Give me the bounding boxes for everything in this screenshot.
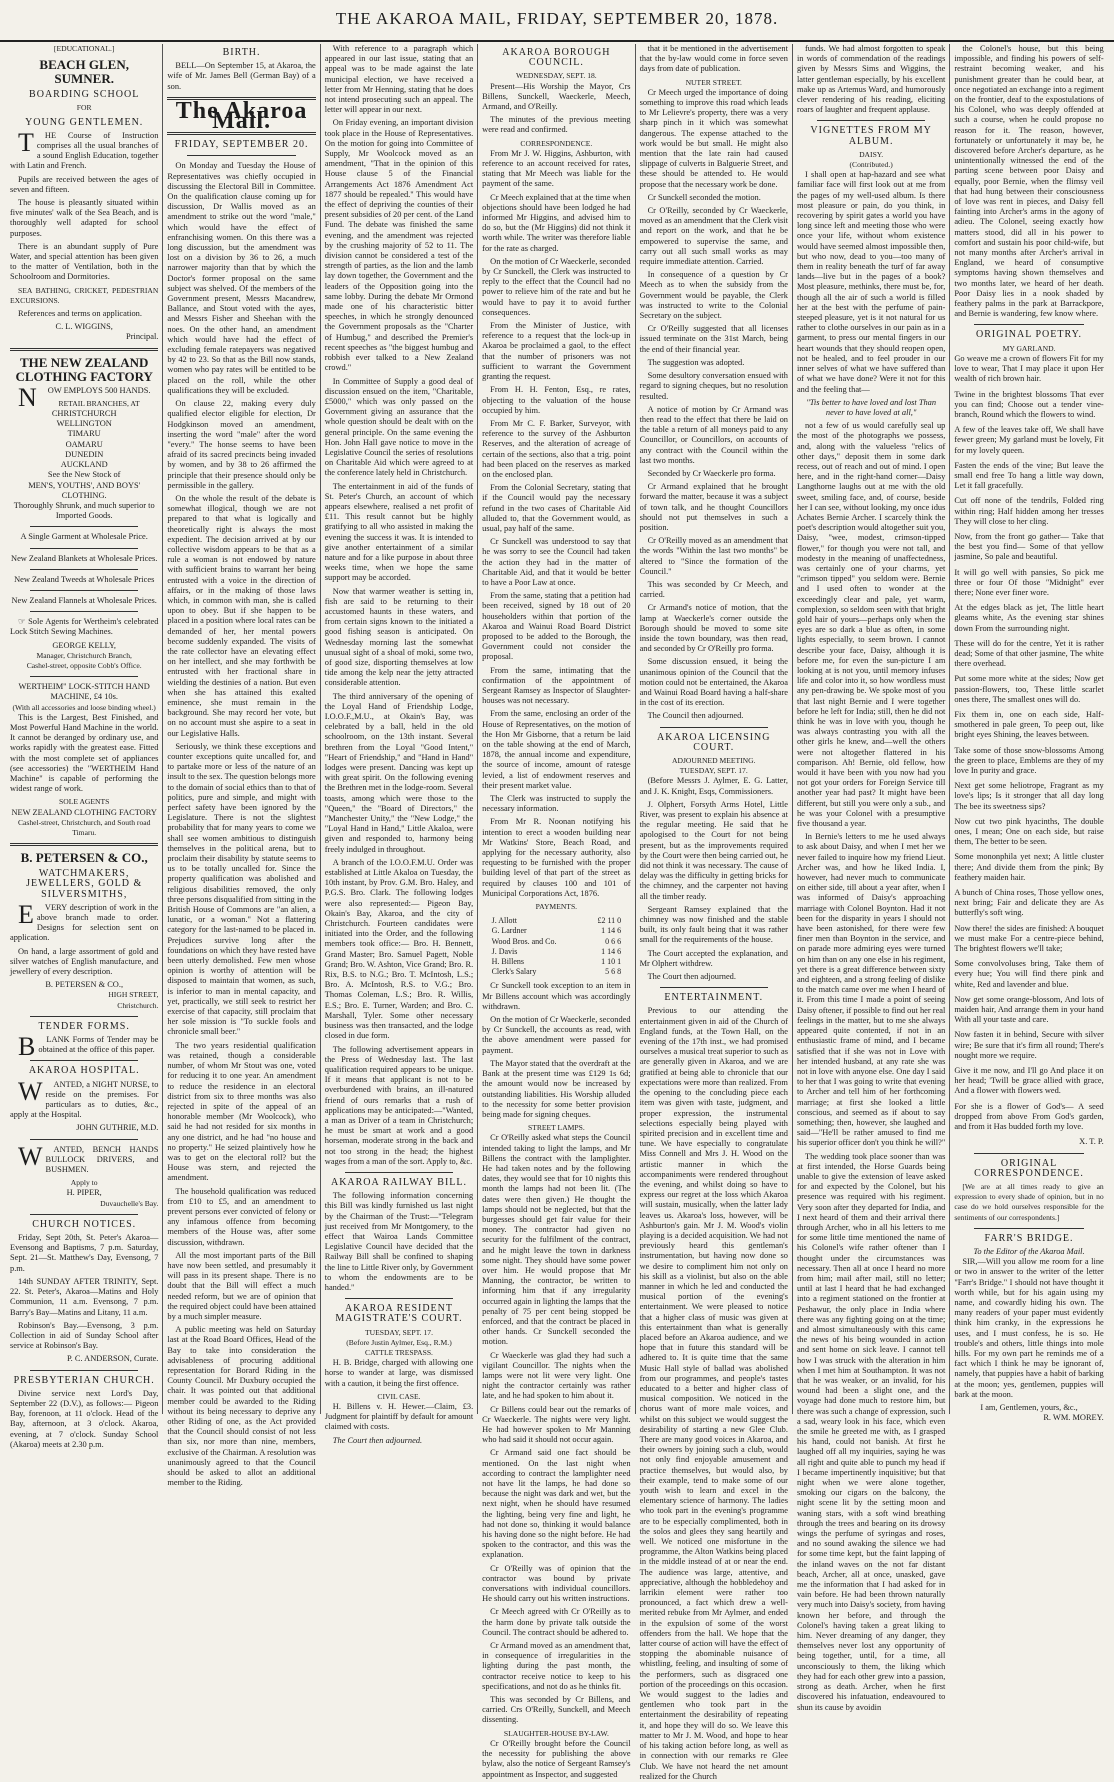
council-para: Cr O'Reilly was of opinion that the contractor was bound by private conversations with individual councillors. He should carry out his written instructions. <box>482 1563 631 1604</box>
school-para: T HE Course of Instruction comprises all the usual branches of a sound English Education, together with Latin and French. <box>10 127 159 171</box>
divider <box>974 1153 1083 1154</box>
editorial-para: On clause 22, making every duly qualified elector eligible for election, Dr Hodgkinson moved an amendment, inserting the word "male" after the word "every." The honse seems to have been afraid of its sacred precincts being invaded by women, and by 38 to 26 affirmed the principle that their presence should only be permissible in the gallery. <box>167 399 316 490</box>
church-title: CHURCH NOTICES. <box>32 1218 137 1230</box>
council-para: Seconded by Cr Waeckerle pro forma. <box>647 468 776 478</box>
divider <box>30 1139 138 1140</box>
court-date: TUESDAY, SEPT. 17. <box>364 1327 433 1337</box>
wertheim-para: This is the Largest, Best Finished, and Most Powerful Hand Machine in the world. It cannot be deranged by ordinary use, and works rapidly with the greatest ease. Fitted with the most complete set of appliances (see accessories) the "WERTHEIM Hand Machine" is capable of performing the widest range of work. <box>10 712 159 794</box>
farrs-sig: R. WM. MOREY. <box>1043 1413 1104 1423</box>
court-para: H. B. Bridge, charged with allowing one horse to wander at large, was dismissed with a caution, it being the first offence. <box>324 1358 474 1388</box>
poem-stanza: Cut off none of the tendrils, Folded ring within ring; Half hidden among her tresses They will close to her cling. <box>954 496 1104 526</box>
nz-town: CHRISTCHURCH <box>51 409 117 419</box>
divider <box>10 348 158 351</box>
nz-blankets: New Zealand Blankets at Wholesale Prices. <box>11 553 158 563</box>
poem-stanza: A bunch of China roses, Those yellow ones, next bring; Fair and delicate they are As butterfly's soft wing. <box>954 888 1104 918</box>
vignette-para: the Colonel's house, but this being impossible, and finding his powers of self-restraint becoming weaker, and his punishment greater than he could bear, at once negotiated an exchange into a regiment on the frontier, deaf to the expostulations of his Colonel, who was deeply offended at such a course, when he could propose no reason for it. The reason, however, fortunately or unfortunately it may be, he discovered before Archer's departure, as he unintentionally witnessed the end of the parting scene between poor Daisy and equally, poor Bernie, when the flimsy veil that had hung between their consciousness of love was rent in pieces, and Daisy fell fainting into Archer's arms in the agony of adieu. The Colonel, seeing exactly how matters stood, did all in his power to comfort and sustain his poor child-wife, but not many months after Archer's arrival in England, we heard of consumptive symptoms having shown themselves and two months later, we heard of her death. Poor Daisy lies in a nook shaded by feathery palms in the park at Barrackpore, and Bernie is wandering, few know where. <box>954 44 1104 319</box>
poem-stanza: Next get some heliotrope, Fragrant as my love's lips; Is it stronger that all day long The bee its sweetness sips? <box>954 781 1104 811</box>
court-title: AKAROA RESIDENT MAGISTRATE'S COURT. <box>335 1303 463 1325</box>
poem-stanza: A few of the leaves take off, We shall have fewer green; My garland must be lovely, Fit for my lovely queen. <box>954 425 1104 455</box>
council-para: From Mr J. W. Higgins, Ashburton, with reference to an account received for rates, stating that Mr Meech was liable for the payment of the same. <box>482 148 631 189</box>
columns <box>6 44 1108 1781</box>
council-para: In consequence of a question by Cr Meech as to when the subsidy from the Government would be payable, the Clerk was instructed to write to the Colonial Secretary on the subject. <box>639 270 788 321</box>
licensing-para: The Court then adjourned. <box>647 972 736 982</box>
vignettes-contrib: (Contributed.) <box>849 160 893 170</box>
council-para: Cr Armand explained that he brought forward the matter, because it was a subject of town talk, and he thought Councillors should not put themselves in such a position. <box>639 482 788 532</box>
table-row: H. Billens 1 10 1 <box>491 957 622 967</box>
street-lamps-sub: STREET LAMPS. <box>527 1123 585 1133</box>
news-para: A branch of the I.O.O.F.M.U. Order was established at Little Akaloa on Tuesday, the 10th instant, by Prov. G.M. Bro. Haley, and P.G.S. Bro. Clark. The following lodges were also represented:— Pigeon Bay, Okain's Bay, Akaroa, and the city of Christchurch. Fourteen candidates were initiated into the Order, and the following members took office:— Bro. H. Bennett, Grand Master; Bro. Samuel Pagett, Noble Grand; Bro. W. Ashton, Vice Grand; Bro. R. Rix, B.S. to N.G.; Bro. T. McIntosh, L.S.; Bro. A. McIntosh, R.S. to V.G.; Bro. Thomas Coleman, L.S.; Bro. R. Willis, E.S.; Bro. E. Turner, Warden; and Bro. C. Marshall, Tyler. Some other necessary business was then transacted, and the lodge closed in due form. <box>324 857 474 1041</box>
licensing-adjourned: ADJOURNED MEETING. <box>671 756 756 765</box>
farrs-close: I am, Gentlemen, yours, &c., <box>980 1402 1078 1412</box>
court-cattle: CATTLE TRESPASS. <box>365 1347 433 1357</box>
bench-sig: H. PIPER, <box>66 1188 102 1198</box>
nz-town: TIMARU <box>67 429 101 439</box>
bench-apply: Apply to <box>70 1178 98 1188</box>
poem-stanza: Go weave me a crown of flowers Fit for my love to wear, That I may place it upon Her wealth of rich brown hair. <box>954 353 1104 384</box>
school-para: SEA BATHING, CRICKET, PEDESTRIAN EXCURSIONS. <box>10 285 159 305</box>
council-para: Cr O'Reilly suggested that all licenses issued terminate on the 31st March, being the end of their financial year. <box>639 324 788 354</box>
divider <box>974 324 1083 325</box>
council-para: From the same, stating that a petition had been received, signed by 18 out of 20 householders within that portion of the Akaroa and Wainui Road Board District proposed to be added to the Borough, the Government could not consider the proposal. <box>482 591 631 662</box>
date-line: FRIDAY, SEPTEMBER 20. <box>174 139 309 151</box>
council-para: Cr Waeckerle was glad they had such a vigilant Councillor. The nights when the lamps were not lit were very light. One night the contractor certainly was rather late, and he had spoken to him about it. <box>482 1350 631 1401</box>
news-para: The following advertisement appears in the Press of Wednesday last. The last qualification required appears to be unique. If it means that applicant is not to be overburdened with brains, an ill-natured friend of ours remarks that a rush of applications may be anticipated:—"Wanted, a man as Driver of a team in Christchurch; he must be smart at work and a good horseman, moderate strong in the back and not too strong in the head; the highest wages from a man of the sort. Apply to, &c. <box>324 1044 474 1166</box>
column-5 <box>636 44 793 1781</box>
council-para: A notice of motion by Cr Armand was then read to the effect that there be laid on the table a return of all moneys paid to any Councillor, or Councillors, on accounts of any contract with the Council within the last two months. <box>639 404 788 465</box>
slaughter-sub: SLAUGHTER-HOUSE BY-LAW. <box>503 1728 609 1738</box>
council-para: This was seconded by Cr Billens, and carried. Crs O'Reilly, Sunckell, and Meech dissenting. <box>482 1695 631 1725</box>
poem-stanza: Now cut two pink hyacinths, The double ones, I mean; One on each side, but raise them, The better to be seen. <box>954 816 1104 847</box>
poem-stanza: Give it me now, and I'll go And place it on her head; 'Twill be grace allied with grace, And a flower with flowers wed. <box>954 1066 1104 1096</box>
entertainment-title: ENTERTAINMENT. <box>664 992 764 1004</box>
school-signature-role: Principal. <box>126 332 159 342</box>
divider <box>30 1016 138 1017</box>
council-para: Cr O'Reilly asked what steps the Council intended taking to light the lamps, and Mr Billens the contract with the lamplighter. He had taken notes and by the following dates, they would see that for 10 nights this month the lamps had not been lit. (The dates were then given.) He thought the lamps should not be neglected, but that the burgesses should get fair value for their money. The contractor had given no security for the fulfilment of the contract, and he might leave the town in darkness some night. They should have some power over him. He would propose that Mr Manning, the contractor, be written to informing him that if any irregularity occurred again in lighting the lamps that the penalty of 75 per cent being stopped be enforced, and that the contract be placed in other hands. Cr Sunckell seconded the motion. <box>482 1133 631 1347</box>
poem-stanza: These will do for the centre, Yet it is rather dead; Some of that other jasmine, The white there overhead. <box>954 638 1104 669</box>
farrs-para: SIR,—Will you allow me room for a line or two in answer to the writer of the letter "Farr's Bridge." I should not have thought it worth while, but for his again using my name, and cowardly hiding his own. The many readers of your paper must evidently think him cranky, in the expressions he uses, and I must confess, he is so. He trouble's and others, little things into mole hills. For my own part he reminds me of a fact which I think he may be ignorant of, namely, that puppies have a habit of barking at the moon; yes, gentlemen, puppies will bark at the moon. <box>954 1257 1104 1399</box>
tender-para: B LANK Forms of Tender may be obtained at the office of this paper. <box>18 1032 159 1062</box>
council-para: Some desultory conversation ensued with regard to signing cheques, but no resolution resulted. <box>639 371 788 401</box>
editorial-para: All the most important parts of the Bill have now been settled, and presumably it will pass in its present shape. There is no doubt that the Bill will effect a much needed reform, but we are of opinion that the required object could have been attained by a much simpler measure. <box>167 1250 316 1321</box>
divider <box>30 676 138 677</box>
table-row: J. Davis 1 14 6 <box>491 946 622 956</box>
nz-garment: A Single Garment at Wholesale Price. <box>20 532 148 542</box>
nz-town: OAMARU <box>65 439 103 449</box>
school-para: The house is pleasantly situated within five minutes' walk of the Sea Beach, and is thoroughly well adapted for school purposes. <box>10 198 159 238</box>
vignette-quote: "Tis better to have loved and lost Than never to have loved at all," <box>806 397 937 417</box>
educational-tag: [EDUCATIONAL.] <box>53 44 115 53</box>
presbyterian-para: Divine service next Lord's Day, September 22 (D.V.), as follows:— Pigeon Bay, forenoon, at 11 o'clock. Head of the Bay, afternoon, at 3 o'clock. Akaroa, evening, at 7 o'clock. Sunday School (Akaroa) meets at 2.30 p.m. <box>10 1388 159 1449</box>
borough-council-title: AKAROA BOROUGH COUNCIL. <box>502 47 611 69</box>
school-para: References and terms on application. <box>18 309 142 319</box>
poem-stanza: Fasten the ends of the vine; But leave the small end free To hang a little way down, Let it fall gracefully. <box>954 460 1104 491</box>
editorial-para: Seriously, we think these exceptions and counter exceptions quite uncalled for, and to partake more or less of the nature of an insult to the sex. The question belongs more to the domain of social ethics than to that of politics, pure and simple, and might with perfect safety have been ignored by the Legislature. There is not the slightest probability that for many years to come we shall see women ambitious to distinguish themselves in the political arena, but to proclaim their disability by statute seems to us to be totally uncalled for. Since the property qualification was abolished and religious disabilities removed, the only three persons disqualified from sitting in the British House of Commons are "an alien, a lunatic, or a woman." Not a flattering category for the last-named to be placed in. Prejudices survive long after the foundations on which they have rested have been utterly demolished. Few men whose opinion is worthy of attention will be disposed to maintain that women, as such, is inferior to man in mental capacity, and yet, practically, we still seek to restrict her exercise of that capacity, still proclaim that her sole mission is "To suckle fools and chronicle small beer." <box>167 741 316 1037</box>
divider <box>30 569 138 570</box>
presbyterian-title: PRESBYTERIAN CHURCH. <box>13 1374 155 1386</box>
column-3 <box>321 44 478 1445</box>
council-para: Cr O'Reilly brought before the Council the necessity for publishing the above bylaw, also the notice of Sergeant Ramsey's appointment as Inspector, and suggested <box>482 1738 631 1779</box>
council-para: Cr O'Reilly moved as an amendment that the words "Within the last two months" be altered to "Since the formation of the Council." <box>639 536 788 576</box>
news-para: In Committee of Supply a good deal of discussion ensued on the item, "Charitable, £5000," which was only passed on the Government giving an assurance that the whole question should be dealt with on the general principle. On the same evening the Hon. John Hall gave notice to move in the Legislative Council the series of resolutions on Charitable Aid which were agreed to at the conference lately held in Christchurch. <box>324 376 474 478</box>
news-para: With reference to a paragraph which appeared in our last issue, stating that an appeal was to be made against the late municipal election, we have received a letter from Mr Henning, stating that he does not intend prosecuting such an appeal. The letter will appear in our next. <box>324 44 474 115</box>
poem-stanza: Take some of those snow-blossoms Among the green to place, Emblems are they of my love In purity and grace. <box>954 745 1104 775</box>
poem-signature: X. T. P. <box>1079 1137 1104 1147</box>
payments-sub: PAYMENTS. <box>535 902 578 912</box>
school-who: YOUNG GENTLEMEN. <box>25 116 144 128</box>
nz-clothing-title: THE NEW ZEALAND CLOTHING FACTORY <box>15 354 153 384</box>
editorial-para: The two years residential qualification was retained, though a considerable number, of whom Mr Stout was one, voted for reducing it to one year. An amendment to reduce the residence in an electoral district from six to three months was also rejected in spite of the appeal of an honorable member (Mr Woolcock), who said he had not resided for six months in any one district, and he had "no house and no property." He seized plaintively how he was to get on the electoral roll? but the House was stern, and rejected the amendment. <box>167 1040 316 1183</box>
nuter-street-sub: NUTER STREET. <box>685 77 742 87</box>
school-subtitle: BOARDING SCHOOL <box>29 89 140 101</box>
school-signature: C. L. WIGGINS, <box>55 322 113 332</box>
petersen-para: E VERY description of work in the above branch made to order. Designs for selection sent on application. <box>10 899 159 943</box>
table-row: Clerk's Salary 5 6 8 <box>491 967 622 977</box>
column-4 <box>478 44 635 1779</box>
council-para: Cr Sunckell took exception to an item in Mr Billens account which was accordingly withdrawn. <box>482 981 631 1011</box>
vignettes-sub: DAISY. <box>859 149 884 159</box>
masthead: THE AKAROA MAIL, FRIDAY, SEPTEMBER 20, 1878. <box>0 0 1114 42</box>
correspondence-sub: CORRESPONDENCE. <box>520 138 593 148</box>
council-para: Cr Sunckell seconded the motion. <box>647 192 761 202</box>
news-para: The third anniversary of the opening of the Loyal Hand of Friendship Lodge, I.O.O.F.,M.U., at Okain's Bay, was celebrated by a ball, held in the old schoolroom, on the 13th instant. Several brethren from the Loyal "Good Intent," "Heart of Friendship," and "Hand in Hand" lodges were present. Dancing was kept up with great spirit. On the following evening the Brethren met in the lodge-room. Several toasts, among which were those to the "Queen," the "Board of Directors," the "Manchester Unity," the "New Lodge," the "Loyal Hand in Hand," Little Akaloa, were given and responded to, harmony being freely indulged in throughout. <box>324 691 474 854</box>
council-para: Cr Meech explained that at the time when objections should have been lodged he had informed Mr Higgins, and advised him to do so, but the (Mr Higgins) did not think it worth while. The writer was therefore liable for the rate as charged. <box>482 192 631 253</box>
licensing-title: AKAROA LICENSING COURT. <box>657 731 771 753</box>
divider <box>30 1214 138 1215</box>
sole-agents-address: Cashel-street, Christchurch, and South road Timaru. <box>17 817 151 837</box>
divider <box>30 1370 138 1371</box>
council-para: This was seconded by Cr Meech, and carried. <box>639 579 788 600</box>
licensing-date: TUESDAY, SEPT. 17. <box>679 766 748 776</box>
divider <box>30 548 138 549</box>
payments-table <box>490 916 624 977</box>
poem-stanza: For she is a flower of God's— A seed dropped from above From God's garden, and from it Has budded forth my love. <box>954 1101 1104 1132</box>
council-para: The Clerk was instructed to supply the necessary information. <box>482 794 631 814</box>
vignette-para: In Bernie's letters to me he used always to ask about Daisy, and when I met her we never failed to inquire how my friend Lieut. Archer was, and how he liked India. I, however, had never much to communicate on either side, till about a year after, when I was informed of Daisy's approaching marriage with Colonel Boynton. Had it not been for the disparity in years I should not have been astonished, for there were few finer men than Boynton in the service, and on parade more admiring eyes were turned on him than on any one else in his regiment, yet there is a great difference between sixty and eighteen, and a strong feeling of dislike to the match came over me when I heard of it. From this time I made a point of seeing Daisy oftener, if possible to find out her real feelings in the matter, but to me she always appeared quite contented, if not in an enthusiastic frame of mind, and I became satisfied that if she was not in Love with her intended husband, at any rate she was not in love with anyone else. One day I said to her that I was going to write that evening to Archer and tell him of her forthcoming marriage; at first she looked a little conscious, and seemed as if about to say something; then, however, she laughed and said—"He'll be rather amused to find me his superior officer don't you think he will?" <box>796 832 946 1148</box>
council-para: Cr Sunckell was understood to say that he was sorry to see the Council had taken the action they had in the matter of Charitable Aid, and that it would be better to have a Poor Law at once. <box>482 537 631 587</box>
poem-title: MY GARLAND. <box>1002 343 1056 353</box>
farrs-bridge-title: FARR'S BRIDGE. <box>984 1232 1074 1244</box>
school-for: FOR <box>76 103 92 113</box>
poem <box>954 354 1103 1132</box>
petersen-sig2: HIGH STREET, <box>108 990 159 1000</box>
bench-sig2: Duvauchelle's Bay. <box>100 1198 159 1208</box>
birth-para: BELL—On September 15, at Akaroa, the wife of Mr. James Bell (German Bay) of a son. <box>167 61 316 91</box>
poem-stanza: Now fasten it in behind, Secure with silver wire; Be sure that it's firm all round; There's nought more we require. <box>954 1030 1104 1060</box>
court-para: The Court then adjourned. <box>332 1435 423 1445</box>
railway-bill-para: The following information concerning this Bill was kindly furnished us last night by the Chairman of the Trust:—"Telegram just received from Mr Montgomery, to the effect that Wairoa Lands Committee Legislative Council have decided that the Railway Bill shall be confined to shaping the line to Little River only, by Government to whom the endowments are to be handed." <box>324 1191 474 1292</box>
council-para: Some discussion ensued, it being the unanimous opinion of the Council that the motion could not be entertained, the Akaroa and Wainui Road Board having a half-share in the cost of its erection. <box>639 657 788 708</box>
column-1 <box>6 44 163 1449</box>
editorial-para: The household qualification was reduced from £10 to £5, and an amendment to prevent persons ever convicted of felony or any infamous offence from becoming members of the House was, after some discussion, withdrawn. <box>167 1186 316 1247</box>
nz-town: WELLINGTON <box>56 419 112 429</box>
farrs-to: To the Editor of the Akaroa Mail. <box>973 1246 1085 1256</box>
news-para: On Friday evening, an important division took place in the House of Representatives. On the motion for going into Committee of Supply, Mr Woolcock moved as an amendment, "That in the opinion of this House clause 5 of the Financial Arrangements Act 1876 Amendment Act 1877 should be repealed." This would have the effect of depriving the counties of their present subsidies of 20 per cent. of the Land Fund. The debate was finished the same evening, and the amendment was rejected by the crushing majority of 52 to 11. The division cannot be considered a test of the strength of parties, as the lion and the lamb lay down together, the Government and the leaders of the Opposition going into the same lobby. During the debate Mr Ormond made one of his characteristic bitter speeches, in which he strongly denounced the Government proposals as the "Charter of Humbug," and described the Premier's recent speeches as "the biggest humbug and robbish ever talked to a New Zealand crowd." <box>324 118 474 373</box>
editorial-para: On the whole the result of the debate is somewhat illogical, though we are not prepared to that what is logically and theoretically right is always the most expedient. The decision arrived at by our collective wisdom appears to be that as a rule a woman is not endowed by nature with sufficient brains to warrant her being entrusted with a voice in the direction of affairs, or in the making of those laws which, in common with man, she is called upon to obey. But if she happen to be placed in a position where local rates can be demanded of her, her mental powers become suddenly expanded. The visits of the rate collector have an elevating effect on her intellect, and she may forthwith be entrusted with her fractional share in wielding the destinies of a nation. But even when she has attained this exalted eminence, she must remain in the background. She may record her vote, but on no account must she aspire to a seat in our Legislative Halls. <box>167 493 316 738</box>
licensing-para: The Court accepted the explanation, and Mr Olphert withdrew. <box>639 948 788 968</box>
sole-agents: SOLE AGENTS <box>58 797 110 807</box>
nz-para: N OW EMPLOYS 500 HANDS. <box>18 382 151 412</box>
poetry-title: ORIGINAL POETRY. <box>976 329 1083 341</box>
council-para: On the motion of Cr Waeckerle, seconded by Cr Sunckell, the Clerk was instructed to reply to the effect that the Council had no power to relieve him of the rate and but he would have to pay it to avoid further consequences. <box>482 256 631 317</box>
divider <box>660 987 768 988</box>
paper-title: The Akaroa Mail. <box>175 97 308 135</box>
poem-stanza: Now get some orange-blossom, And lots of maiden hair, And arrange them in your hand With all your taste and care. <box>954 994 1104 1025</box>
licensing-para: J. Olphert, Forsyth Arms Hotel, Little River, was present to explain his absence at the regular meeting. He said that he apologised to the Court for not being present, but as the improvements required by the Court were then being carried out, he did not think it was necessary. The cause of delay was the difficulty in getting bricks for the chimney, and the carpenter not having all the timber ready. <box>639 799 788 901</box>
council-para: Present—His Worship the Mayor, Crs Billens, Sunckell, Waeckerle, Meech, Armand, and O'Reilly. <box>482 81 631 112</box>
council-para: On the motion of Cr Waeckerle, seconded by Cr Sunckell, the accounts as read, with the above amendment were passed for payment. <box>482 1015 631 1055</box>
entertainment-para: Previous to our attending the entertainment given in aid of the Church of England funds, at the Town Hall, on the evening of the 17th inst., we had promised ourselves a musical treat superior to such as are generally given in Akaroa, and we are gratified at being able to chronicle that our expectations were more than realized. From the opening to the concluding piece each item was given with taste, judgment, and proper expression, the instrumental selections especially being played with spirited precision and in excellent time and tune. We have especially to congratulate Miss Connell and Mrs J. H. Wood on the artistic manner in which the accompaniments were rendered throughout the evening, and whilst doing so have to express our regret at the loss which Akaroa will sustain, musically, when the latter lady leaves us. Akaroa's loss, however, will be Ashburton's gain. Mr J. M. Wood's violin playing is a decided acquisition. We had not previously heard this gentleman's instrumentation, but having now done so we desire to compliment him not only on his skill as a violinist, but also on the able manner in which he led and conducted the musical portion of the evening's entertainment. We were pleased to notice that a higher class of music was given at this entertainment than what is generally placed before an Akaroa audience, and we hope that in future this standard will be adhered to. It is quite time that the same Music Hall style of ballad was abolished from our programmes, and people's tastes educated to a better and higher class of musical composition. We noticed in the chorus want of more male voices, and whilst on this subject we would suggest the desirability of starting a new Glee Club. There are many good voices in Akaroa, and their owners by joining such a club, would not only find enjoyable amusement and practice themselves, but would also, by their example, tend to make some of our youth wish to learn and excel in the elementary science of harmony. The ladies who took part in the evening's programme are to be especially complimented, both in the solos and glees they sang heartily and well. We noticed one misfortune in the programme, the Alton Watkins being placed in the middle instead of at or near the end. The audience was large, attentive, and appreciative, although the hobbledehoy and larrikin element were rather too pronounced, a fact which drew a well-merited rebuke from Mr Aylmer, and ended in the expulsion of some of the worst offenders from the hall. We hope that the latter course of action will have the effect of stopping the abominable nuisance of whistling, feeling, and insulting of some of the performers, such as disgraced one portion of the proceedings on this occasion. We would suggest to the ladies and gentlemen who took part in the entertainment the desirability of repeating it, and hope they will do so. We leave this matter to Mr J. M. Wood, and hope to hear of his taking action before long, as well as in connection with our remarks re Glee Club. We have not heard the net amount realized for the Church <box>639 1006 788 1781</box>
poem-stanza: Some mononphila yet next; A little cluster there; And divide them from the pink; By feathery maiden hair. <box>954 852 1104 882</box>
hospital-para: W ANTED, a NIGHT NURSE, to reside on the premises. For particulars as to duties, &c., apply at the Hospital. <box>10 1076 159 1120</box>
sole-agents-name: NEW ZEALAND CLOTHING FACTORY <box>11 807 157 817</box>
divider <box>817 120 925 121</box>
wertheim-title: WERTHEIM" LOCK-STITCH HAND MACHINE, £4 10s. <box>18 682 150 702</box>
entertainment-para: funds. We had almost forgotten to speak in words of commendation of the readings given by Messrs Sims and Wiggins, the latter gentleman especially, by his excellent make up as Artemus Ward, and humorously clever rendering of his reading, eliciting roars of laughter and frequent applause. <box>796 44 946 115</box>
tender-title: TENDER FORMS. <box>38 1020 130 1032</box>
correspondence-note: [We are at all times ready to give an expression to every shade of opinion, but in no case do we hold ourselves responsible for the sentiments of our correspondents.] <box>954 1181 1104 1222</box>
table-row: G. Lardner 1 14 6 <box>491 926 622 936</box>
poem-stanza: Put some more white at the sides; Now get passion-flowers, too, These little scarlet ones there, The smallest ones will do. <box>954 674 1104 704</box>
vignette-para: The wedding took place sooner than was at first intended, the Horse Guards being unable to give the extension of leave asked for and expected by the Colonel, but his presence was required with his regiment. Very soon after they departed for India, and I next heard of them and their arrival there through Archer, who in all his letters to me for some little time mentioned the name of his Colonel's wife rather oftener than I thought under the circumstances was necessary. Then all at once I heard no more from him; mail after mail, still no letter; until at last I heard that he had exchanged into a regiment stationed on the frontier at Peshawur, the only place in India where there was any fighting going on at the time; and almost simultaneously with this came the news of his being wounded in action and sent home on sick leave. I cannot tell how I was struck with the alteration in him when I met him at Southampton. It was not that he was weaker, or an invalid, for his wound had been a slight one, and the voyage had done much to restore him, but there was such a change of expression, such a sad, weary look in his face, which even the smile he greeted me with, as I grasped his hand, could not banish. At first he laughed off all my inquiries, saying he was all right and quite able to punch my head if I became impertinently inquisitive; but that night when we were alone together, smoking our cigars on the balcony, the night scene lit by the setting moon and waning stars, with a soft wind breathing through the trees and bearing on its drowsy wings the perfume of syringas and roses, and no sound awaking the silence we had for some time kept, but the faint lapping of the inland waves on the not far distant beach, Archer, all at once, unasked, gave me the information that I had asked for in vain before. He had been thrown naturally very much into Daisy's society, from having known her before, and through the Colonel's having taken a great liking to him. Never dreaming of any danger, they themselves never lost any opportunity of being together, until, for a time, all unconsciously to them, the liking which they had for each other grew into a passion, strong as death. Archer, when he first discovered his infatuation, endeavoured to shun its cause by avoidin <box>796 1151 946 1712</box>
hospital-title: AKAROA HOSPITAL. <box>28 1065 140 1077</box>
nz-see: See the New Stock of <box>47 470 121 480</box>
licensing-para: Sergeant Ramsey explained that the chimney was now finished and the stable built, its only fault being that it was rather small for the requirements of the house. <box>639 904 788 945</box>
council-para: Cr Meech urged the importance of doing something to improve this road which leads to Mr Lelievre's property, there was a very sharp pinch in it which was somewhat dangerous. The expense attached to the work would be but small. He might also mention that the late rain had caused slippage of culverts in Balguerie Street, and these should be attended to. He would propose that the necessary work be done. <box>639 87 788 189</box>
church-para: 14th SUNDAY AFTER TRINITY, Sept. 22. St. Peter's, Akaroa—Matins and Holy Communion, 11 a.m. Evensong, 7 p.m. Barry's Bay—Matins and Litany, 11 a.m. <box>10 1276 159 1317</box>
news-para: The entertainment in aid of the funds of St. Peter's Church, an account of which appears elsewhere, realised a net profit of £11. This result cannot but be highly gratifying to all who assisted in making the evening the success it was. It is intended to give another entertainment of a similar nature and for a like purpose in about three weeks time, when we hope the same support may be accorded. <box>324 481 474 583</box>
bench-para: W ANTED, BENCH HANDS BULLOCK DRIVERS, and BUSHMEN. <box>18 1141 159 1175</box>
council-para: Cr Meech agreed with Cr O'Reilly as to the harm done by private talk outside the Council. The contract should be adhered to. <box>482 1607 631 1637</box>
vignette-para: not a few of us would carefully seal up the most of the photographs we possess, and, along with the valueless "relics of other days," deposit them in some dark recess, out of reach and out of mind. I open here, and in the right-hand corner—Daisy Langthorne laughs out at me with the old sweet, smiling face, and, of course, beside her I can see, without looking, my once idus Achates Bernie Archer. I scarcely think the poet's description would altogether suit you, Daisy, "wee, modest, crimson-tipped flower," for though you were not tall, and modesty in the meaning of unaffectedness, was certainly one of your charms, yet "crimson tipped" you seldom were. Bernie and I used often to wonder at the exceedingly clear and pale, yet warm, complexion, so seldom seen with that bright gold hair of yours—perhaps only when the eyes are so dark a blue as often, in some lights especially, to seem brown. I cannot describe your face, Daisy, although it is before me, for even the sun-picture I am looking at is not you, until memory infuses life and color into it, so how wordless must any pen-drawing be. We spoke most of you that last night Bernie and I were together before he left for India; still, then he did not think he was in love with you, though he was always contrasting you with all the other girls he knew, and—well the others were not altogether flattered in his comparison. Ah! Bernie, old fellow, how would it have been with you now had you not got your orders for Foreign Service till another year had past? It might have been different, but still you were only a sub., and he was your Colonel with a presumptive five thousand a year. <box>796 421 946 829</box>
poem-stanza: Now there! the sides are finished: A bouquet we must make For a centre-piece behind, The brightest flowers we'll take; <box>954 923 1104 954</box>
nz-town: DUNEDIN <box>65 449 104 459</box>
poem-stanza: It will go well with pansies, So pick me three or four Of those "Midnight" ever there; None ever finer wore. <box>954 567 1104 597</box>
church-para: Friday, Sept 20th, St. Peter's Akaroa—Evensong and Baptisms, 7 p.m. Saturday, Sept. 21—St. Matthew's Day, Evensong, 7 p.m. <box>10 1233 159 1273</box>
school-para: Pupils are received between the ages of seven and fifteen. <box>10 174 159 194</box>
wertheim-sub: (With all accessories and loose binding wheel.) <box>12 702 156 712</box>
vignette-para: I shall open at hap-hazard and see what familiar face will first look out at me from the pages of my well-used album. Is there most pleasure or pain, do you think, in recovering by spirit gates a world you have long since left and meeting those who were once your life, without whom existence would have seemed almost impossible then, but who now, dead to you—too many of them in reality beneath the turf of far away lands—live but in the pages of a book? Most pleasure, methinks, there must be, for, though all the air of such a world is filled her at the best with the perfume of pain-steeped pleasure, yet is it not natural for us rather to clothe ourselves in our pain as in a garment, to press our mental fingers in our heart wounds that they should reopen open, not be healed, and to feel prouder in our inner selves of what we have suffered than of what we have done? Were it not for this and the feeling that— <box>796 170 946 394</box>
birth-title: BIRTH. <box>222 47 261 58</box>
nz-mens: MEN'S, YOUTHS', AND BOYS' CLOTHING. <box>28 480 141 500</box>
council-para: that it be mentioned in the advertisement that the by-law would come in force seven days from date of publication. <box>639 44 788 74</box>
council-para: Cr O'Reilly, seconded by Cr Waeckerle, moved as an amendment that the Clerk visit and report on the work, and that he be empowered to supervise the same, and carry out all such small works as may require immediate attention. Carried. <box>639 206 788 267</box>
kelly-name: GEORGE KELLY, <box>52 640 117 650</box>
petersen-title: B. PETERSEN & CO., <box>20 850 148 866</box>
petersen-sub: WATCHMAKERS, JEWELLERS, GOLD & SILVERSMITHS, <box>26 868 143 900</box>
school-para: There is an abundant supply of Pure Water, and special attention has been given to the matter of Ventilation, both in the Schoolroom and Dormitories. <box>10 241 159 282</box>
divider <box>10 843 158 846</box>
news-para: Now that warmer weather is setting in, fish are said to be returning to their accustomed haunts in these waters, and from certain signs known to the initiated a good fishing season is anticipated. On Wednesday morning last the somewhat unusual sight of a shoal of moki, some two, of good size, disporting themselves at low tide among the kelp near the jetty attracted considerable attention. <box>324 586 474 688</box>
council-para: From the Colonial Secretary, stating that if the Council would pay the necessary refund in the two cases of Charitable Aid alluded to, that the Government would, as usual, pay half of the same. <box>482 483 631 533</box>
council-para: From the Minister of Justice, with reference to a request that the lock-up in Akaroa be proclaimed a gaol, to the effect that the number of prisoners was not sufficient to warrant the Government granting the request. <box>482 321 631 382</box>
kelly-address: Cashel-street, opposite Cobb's Office. <box>26 660 142 670</box>
church-para: Robinson's Bay.—Evensong, 3 p.m. Collection in aid of Sunday School after service at Robinson's Bay. <box>10 1320 159 1351</box>
divider <box>30 611 138 612</box>
poem-stanza: Now, from the front go gather— Take that the best you find— Some of that yellow jasmine, So pale and beautiful. <box>954 531 1104 562</box>
council-para: The suggestion was adopted. <box>647 357 745 367</box>
correspondence-title: ORIGINAL CORRESPONDENCE. <box>974 1157 1084 1179</box>
council-para: From Mr R. Noonan notifying his intention to erect a wooden building near Mr Watkins' Store, Beach Road, and applying for the necessary authority, also requesting to be furnished with the proper building level of that part of the street as required by clauses 100 and 101 of Municipal Corporations Act, 1876. <box>482 817 631 898</box>
divider <box>30 526 138 527</box>
divider <box>974 1228 1083 1229</box>
council-para: From Mr C. F. Barker, Surveyor, with reference to the survey of the Ashburton Reserves, and the alteration of acreage of certain of the sections, also that a trig. point had been placed on the reserves as marked on the enclosed plan. <box>482 418 631 479</box>
petersen-sig3: Christchurch. <box>117 1000 159 1010</box>
nz-flannels: New Zealand Flannels at Wholesale Prices. <box>11 595 157 605</box>
court-before: (Before Justin Aylmer, Esq., R.M.) <box>346 1337 452 1347</box>
poem-stanza: Fix them in, one on each side, Half-smothered in pale green, To peep out, like bright eyes Shining, the leaves between. <box>954 709 1104 740</box>
divider <box>30 1060 138 1061</box>
editorial-para: On Monday and Tuesday the House of Representatives was chiefly occupied in discussing the Electoral Bill in Committee. On the qualification clause coming up for discussion, Dr Wallis moved as an amendment to strike out the word "male," which would have the effect of enfranchising women. On this there was a long discussion, but the amendment was lost on a division by 36 to 26, a much narrower majority than that by which the Doctor's former proposal on the same subject was shelved. Of the members of the Government present, Messrs Macandrew, Ballance, and Stout voted with the ayes, and Messrs Fisher and Sheehan with the noes. On the other hand, an amendment which would have had the effect of excluding female ratepayers was negatived by 42 to 23. So that as the Bill now stands, women who pay rates will be entitled to be placed on the roll, while the other qualifications they will be excluded. <box>167 161 316 395</box>
divider <box>345 1298 453 1299</box>
council-para: Cr Billens could bear out the remarks of Cr Waeckerle. The nights were very light. He had however spoken to Mr Manning who had said it should not occur again. <box>482 1404 631 1445</box>
petersen-para: On hand, a large assortment of gold and silver watches of English manufacture, and jewellery of every description. <box>10 946 159 977</box>
column-2 <box>163 44 320 1488</box>
kelly-role: Manager, Christchurch Branch, <box>36 650 132 660</box>
column-7 <box>950 44 1107 1423</box>
court-civil: CIVIL CASE. <box>377 1391 421 1401</box>
editorial-para: A public meeting was held on Saturday last at the Road Board Offices, Head of the Bay to take into consideration the advisableness of procuring additional representation for Borard Riding in the County Council. Mr Duxbury occupied the chair. It was pointed out that additional member could be awarded to the Riding without its being necessary to deprive any other Riding of one, as the Act provided that the Council should consist of not less than six, nor more than nine, members, exclusive of the Chairman. A resolution was unanimously agreed to that the Council should be asked to allot an additional member to the Riding. <box>167 1325 316 1488</box>
church-sig: P. C. ANDERSON, Curate. <box>66 1354 159 1364</box>
poem-stanza: Some convolvoluses bring, Take them of every hue; You will find there pink and white, Red and lavender and blue. <box>954 959 1104 989</box>
poem-stanza: Twine in the brightest blossoms That ever you can find; Choose out a tender vine-branch, Round which the flowers to wind. <box>954 389 1104 419</box>
vignettes-title: VIGNETTES FROM MY ALBUM. <box>810 125 932 147</box>
council-para: From the same, enclosing an order of the House of Representatives, on the motion of the Hon Mr Gisborne, that a return be laid on the table showing at the end of March, 1878, the annual income and expenditure, the source of income, amount of ratesge levied, a list of endowment reserves and their present market value. <box>482 709 631 790</box>
council-para: Cr Armand's notice of motion, that the lamp at Waeckerle's corner outside the Borough should be moved to some site inside the town boundary, was then read, and seconded by Cr O'Reilly pro forma. <box>639 603 788 654</box>
council-para: From the same, intimating that the confirmation of the appointment of Sergeant Ramsey as Inspector of Slaughter-houses was not necessary. <box>482 665 631 706</box>
nz-branches: RETAIL BRANCHES, AT <box>58 398 140 408</box>
school-title: BEACH GLEN, SUMNER. <box>39 57 129 87</box>
council-para: Cr Armand moved as an amendment that, in consequence of irregularities in the lighting during the past month, the contractor receive notice to keep to his specifications, and not do as he thinks fit. <box>482 1641 631 1691</box>
nz-tweeds: New Zealand Tweeds at Wholesale Prices <box>14 574 155 584</box>
council-para: The Mayor stated that the overdraft at the Bank at the present time was £129 1s 6d; the amount would now be increased by outstanding liabilities. His Worship alluded to the necessity for some better provision being made for signing cheques. <box>482 1058 631 1119</box>
poem-stanza: At the edges black as jet, The little heart gleams white, As the evening star shines down From the surrounding night. <box>954 603 1104 633</box>
council-para: The Council then adjourned. <box>647 711 744 721</box>
petersen-sig: B. PETERSEN & CO., <box>45 980 124 990</box>
nz-town: AUCKLAND <box>60 460 108 470</box>
column-6 <box>793 44 950 1712</box>
table-row: J. Allott £2 11 0 <box>491 916 622 926</box>
licensing-para: (Before Messrs J. Aylmer, E. G. Latter, and J. K. Knight, Esqs, Commissioners. <box>639 776 788 796</box>
divider <box>345 1172 453 1173</box>
table-row: Wood Bros. and Co. 0 6 6 <box>491 936 622 946</box>
council-para: From H. H. Fenton, Esq., re rates, objecting to the valuation of the house occupied by him. <box>482 385 631 415</box>
divider <box>187 155 295 156</box>
council-para: The minutes of the previous meeting were read and confirmed. <box>482 115 631 135</box>
council-para: Cr Armand said one fact should be mentioned. On the last night when according to contract the lamplighter need not have lit the lamps, he had done so because the night was dark and wet, but the next night, when he should have resumed the lighting, being very fine and light, he had not done so, thinking it would balance his having done so the night before. He had spoken to the contractor, and this was the explanation. <box>482 1448 631 1560</box>
nz-shrunk: Thoroughly Shrunk, and much superior to Imported Goods. <box>13 500 155 521</box>
divider <box>30 590 138 591</box>
nz-agents: ☞ Sole Agents for Wertheim's celebrated Lock Stitch Sewing Machines. <box>10 617 159 637</box>
hospital-sig: JOHN GUTHRIE, M.D. <box>76 1123 159 1133</box>
divider <box>660 727 768 728</box>
railway-bill-title: AKAROA RAILWAY BILL. <box>330 1176 467 1188</box>
court-para: H. Billens v. H. Hewer.—Claim, £3. Judgment for plaintiff by default for amount claimed with costs. <box>324 1402 474 1432</box>
pointing-hand-icon: ☞ <box>18 617 26 627</box>
borough-date: WEDNESDAY, SEPT. 18. <box>516 71 597 81</box>
